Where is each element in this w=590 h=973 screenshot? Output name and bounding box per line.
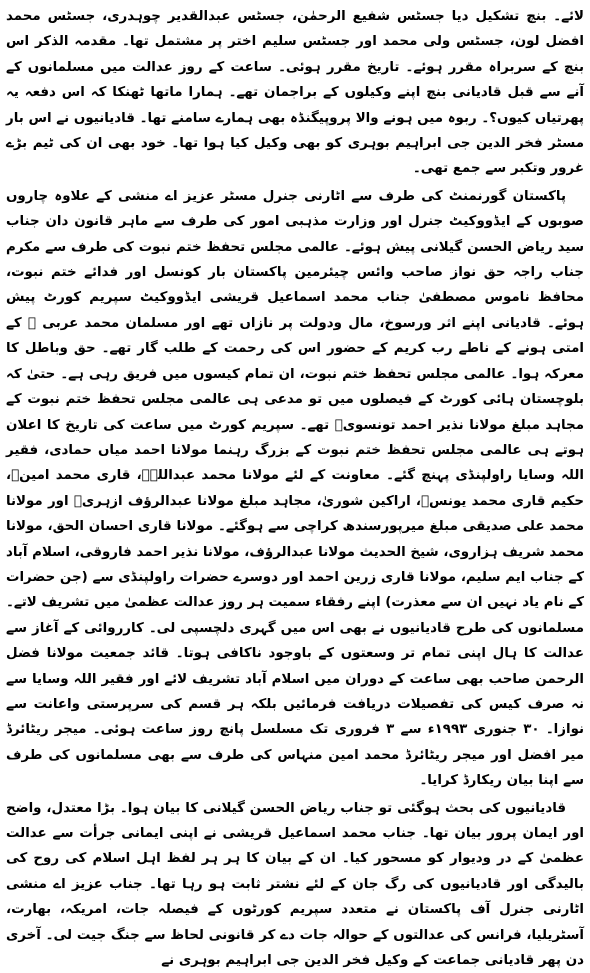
paragraph-arguments: قادیانیوں کی بحث ہوگئی تو جناب ریاض الحسن گیلانی کا بیان ہوا۔ بڑا معتدل، واضح اور ایمان پرور بیان تھا۔ جناب محمد اسماعیل قریشی نے اپنی ایمانی جرأت سے عدالت عظمیٰ کے در ودیوار کو مسحور کیا۔ ان کے بیان کا ہر ہر لفظ اہل اسلام کی روح کی بالیدگی اور قادیانیوں کی رگ جان کے لئے نشتر ثابت ہو رہا تھا۔ جناب عزیز اے منشی اٹارنی جنرل آف پاکستان نے متعدد سپریم کورٹوں کے فیصلہ جات، امریکہ، بھارت، آسٹریلیا، فرانس کی عدالتوں کے حوالہ جات دے کر قانونی لحاظ سے جنگ جیت لی۔ آخری دن پھر قادیانی جماعت کے وکیل فخر الدین جی ابراہیم بوہری نے xyxy=(6,800,584,969)
paragraph-hearing-proceedings: پاکستان گورنمنٹ کی طرف سے اٹارنی جنرل مسٹر عزیز اے منشی کے علاوہ چاروں صوبوں کے ایڈووکیٹ جنرل اور وزارت مذہبی امور کی طرف سے ماہر قانون دان جناب سید ریاض الحسن گیلانی پیش ہوئے۔ عالمی مجلس تحفظ ختم نبوت کی طرف سے مکرم جناب راجہ حق نواز صاحب وائس چیئرمین پاکستان بار کونسل اور فدائے ختم نبوت، محافظ ناموس مصطفیٰ جناب محمد اسماعیل قریشی ایڈووکیٹ سپریم کورٹ پیش ہوئے۔ قادیانی اپنے اثر ورسوخ، مال ودولت پر نازاں تھے اور مسلمان محمد عربی ﷺ کے امتی ہونے کے ناطے رب کریم کے حضور اس کی رحمت کے طلب گار تھے۔ حق وباطل کا معرکہ ہوا۔ عالمی مجلس تحفظ ختم نبوت، ان تمام کیسوں میں فریق رہی ہے۔ حتیٰ کہ بلوچستان ہائی کورٹ کے فیصلوں میں تو مدعی ہی عالمی مجلس تحفظ ختم نبوت کے مجاہد مبلغ مولانا نذیر احمد تونسویؒ تھے۔ سپریم کورٹ میں ساعت کی تاریخ کا اعلان ہوتے ہی عالمی مجلس تحفظ ختم نبوت کے بزرگ رہنما مولانا احمد میاں حمادی، فقیر اللہ وسایا راولپنڈی پہنچ گئے۔ معاونت کے لئے مولانا محمد عبداللہؒ، قاری محمد امینؒ، حکیم قاری محمد یونسؒ، اراکین شوریٰ، مجاہد مبلغ مولانا عبدالرؤف ازہریؒ اور مولانا محمد علی صدیقی مبلغ میرپورسندھ کراچی سے ہوگئے۔ مولانا قاری احسان الحق، مولانا محمد شریف ہزاروی، شیخ الحدیث مولانا عبدالرؤف، مولانا نذیر احمد فاروقی، اسلام آباد کے جناب ایم سلیم، مولانا قاری زرین احمد اور دوسرے حضرات راولپنڈی سے (جن حضرات کے نام یاد نہیں ان سے معذرت) اپنے رفقاء سمیت ہر روز عدالت عظمیٰ میں تشریف لاتے۔ مسلمانوں کی طرح قادیانیوں نے بھی اس میں گہری دلچسپی لی۔ کارروائی کے آغاز سے عدالت کا ہال اپنی تمام تر وسعتوں کے باوجود ناکافی ہوتا۔ قائد جمعیت مولانا فضل الرحمن صاحب بھی ساعت کے دوران میں اسلام آباد تشریف لائے اور فقیر اللہ وسایا سے نہ صرف کیس کی تفصیلات دریافت فرمائیں بلکہ ہر قسم کی سرپرستی واعانت سے نوازا۔ ۳۰ جنوری ۱۹۹۳ء سے ۳ فروری تک مسلسل پانچ روز ساعت ہوئی۔ میجر ریٹائرڈ میر افضل اور میجر ریٹائرڈ محمد امین منہاس کی طرف سے بھی مسلمانوں کی طرف سے اپنا بیان ریکارڈ کرایا۔ xyxy=(6,188,584,789)
paragraph-bench-formation: لائے۔ بنچ تشکیل دیا جسٹس شفیع الرحمٰن، جسٹس عبدالقدیر چوہدری، جسٹس محمد افضل لون، جسٹس ولی محمد اور جسٹس سلیم اختر پر مشتمل تھا۔ مقدمہ الذکر اس بنچ کے سربراہ مقرر ہوئے۔ تاریخ مقرر ہوئی۔ ساعت کے روز عدالت میں مسلمانوں کے آنے سے قبل قادیانی بنچ اپنے وکیلوں کے براجمان تھے۔ ہمارا ماتھا ٹھنکا کہ اس دفعہ یہ پھرتیاں کیوں؟۔ ربوہ میں ہونے والا پروپیگنڈہ بھی ہمارے سامنے تھا۔ قادیانیوں نے اس بار مسٹر فخر الدین جی ابراہیم بوہری کو بھی وکیل کیا ہوا تھا۔ خود بھی ان کی ٹیم بڑے غرور وتکبر سے جمع تھی۔ xyxy=(6,9,584,177)
